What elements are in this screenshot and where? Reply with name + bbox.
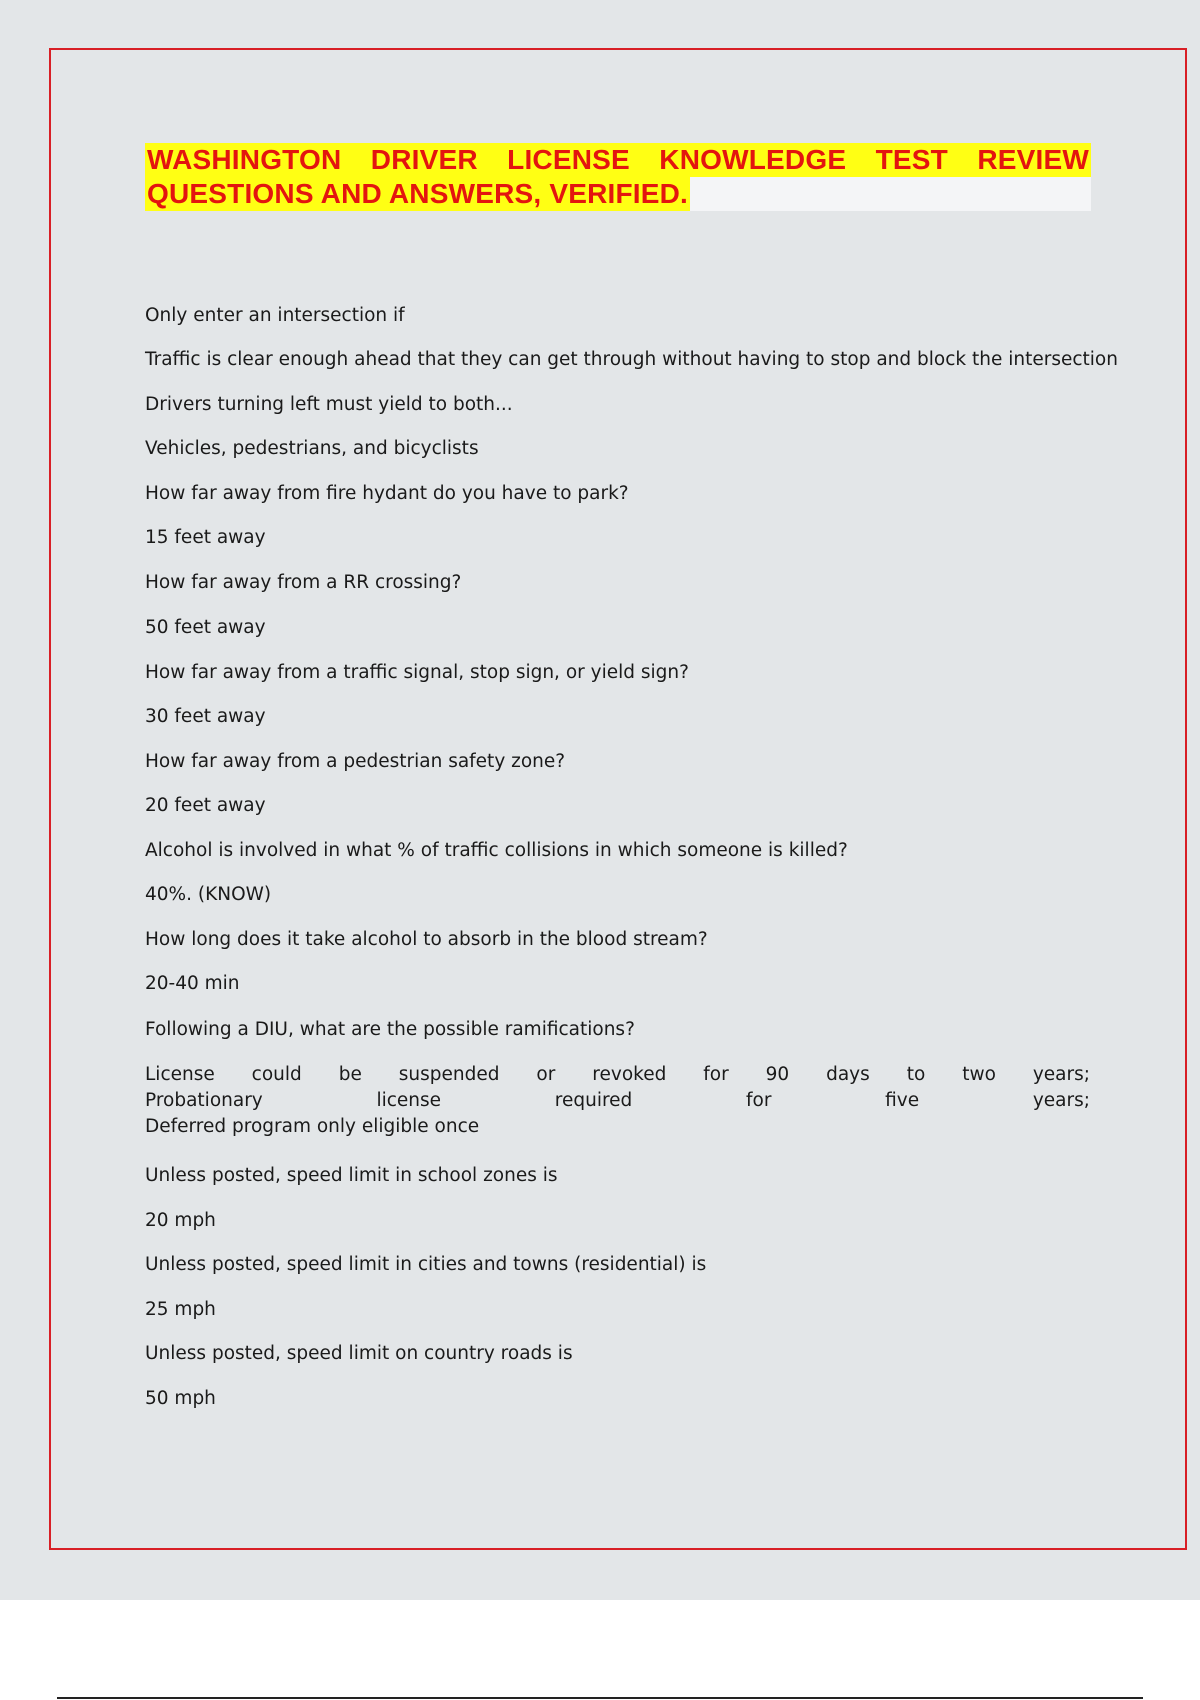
title-line-2: QUESTIONS AND ANSWERS, VERIFIED.: [147, 178, 689, 209]
question-text: How far away from a traffic signal, stop sign, or yield sign?: [145, 662, 689, 683]
question-text: Drivers turning left must yield to both...: [145, 394, 513, 415]
answer-text: 20-40 min: [145, 973, 240, 994]
question-text: How long does it take alcohol to absorb in the blood stream?: [145, 929, 708, 950]
question-text: How far away from a RR crossing?: [145, 572, 462, 593]
question-text: Unless posted, speed limit in school zones is: [145, 1165, 558, 1186]
question-text: Unless posted, speed limit in cities and towns (residential) is: [145, 1254, 707, 1275]
answer-text: 25 mph: [145, 1299, 216, 1320]
footer-rule: [57, 1697, 1143, 1699]
question-text: Unless posted, speed limit on country roads is: [145, 1343, 573, 1364]
question-text: How far away from fire hydant do you have to park?: [145, 483, 629, 504]
question-text: Alcohol is involved in what % of traffic collisions in which someone is killed?: [145, 840, 848, 861]
question-text: How far away from a pedestrian safety zone?: [145, 751, 566, 772]
answer-line: License could be suspended or revoked for 90 days to two years;: [145, 1064, 1090, 1085]
answer-text: Vehicles, pedestrians, and bicyclists: [145, 438, 479, 459]
answer-text: 15 feet away: [145, 527, 266, 548]
answer-text: 30 feet away: [145, 706, 266, 727]
title-line-1: WASHINGTON DRIVER LICENSE KNOWLEDGE TEST REVIEW: [147, 144, 1089, 175]
answer-text: 50 feet away: [145, 617, 266, 638]
answer-line: Deferred program only eligible once: [145, 1116, 480, 1137]
answer-text: 40%. (KNOW): [145, 884, 272, 905]
question-text: Only enter an intersection if: [145, 305, 405, 326]
answer-text: 20 mph: [145, 1210, 216, 1231]
ramifications-answer: [145, 1062, 1090, 1140]
document-title: [145, 143, 1091, 211]
answer-text: 20 feet away: [145, 795, 266, 816]
answer-line: Probationary license required for five years;: [145, 1090, 1090, 1111]
answer-text: 50 mph: [145, 1388, 216, 1409]
question-text: Following a DIU, what are the possible ramifications?: [145, 1019, 635, 1040]
answer-text: Traffic is clear enough ahead that they can get through without having to stop and block the intersection: [145, 349, 1118, 370]
